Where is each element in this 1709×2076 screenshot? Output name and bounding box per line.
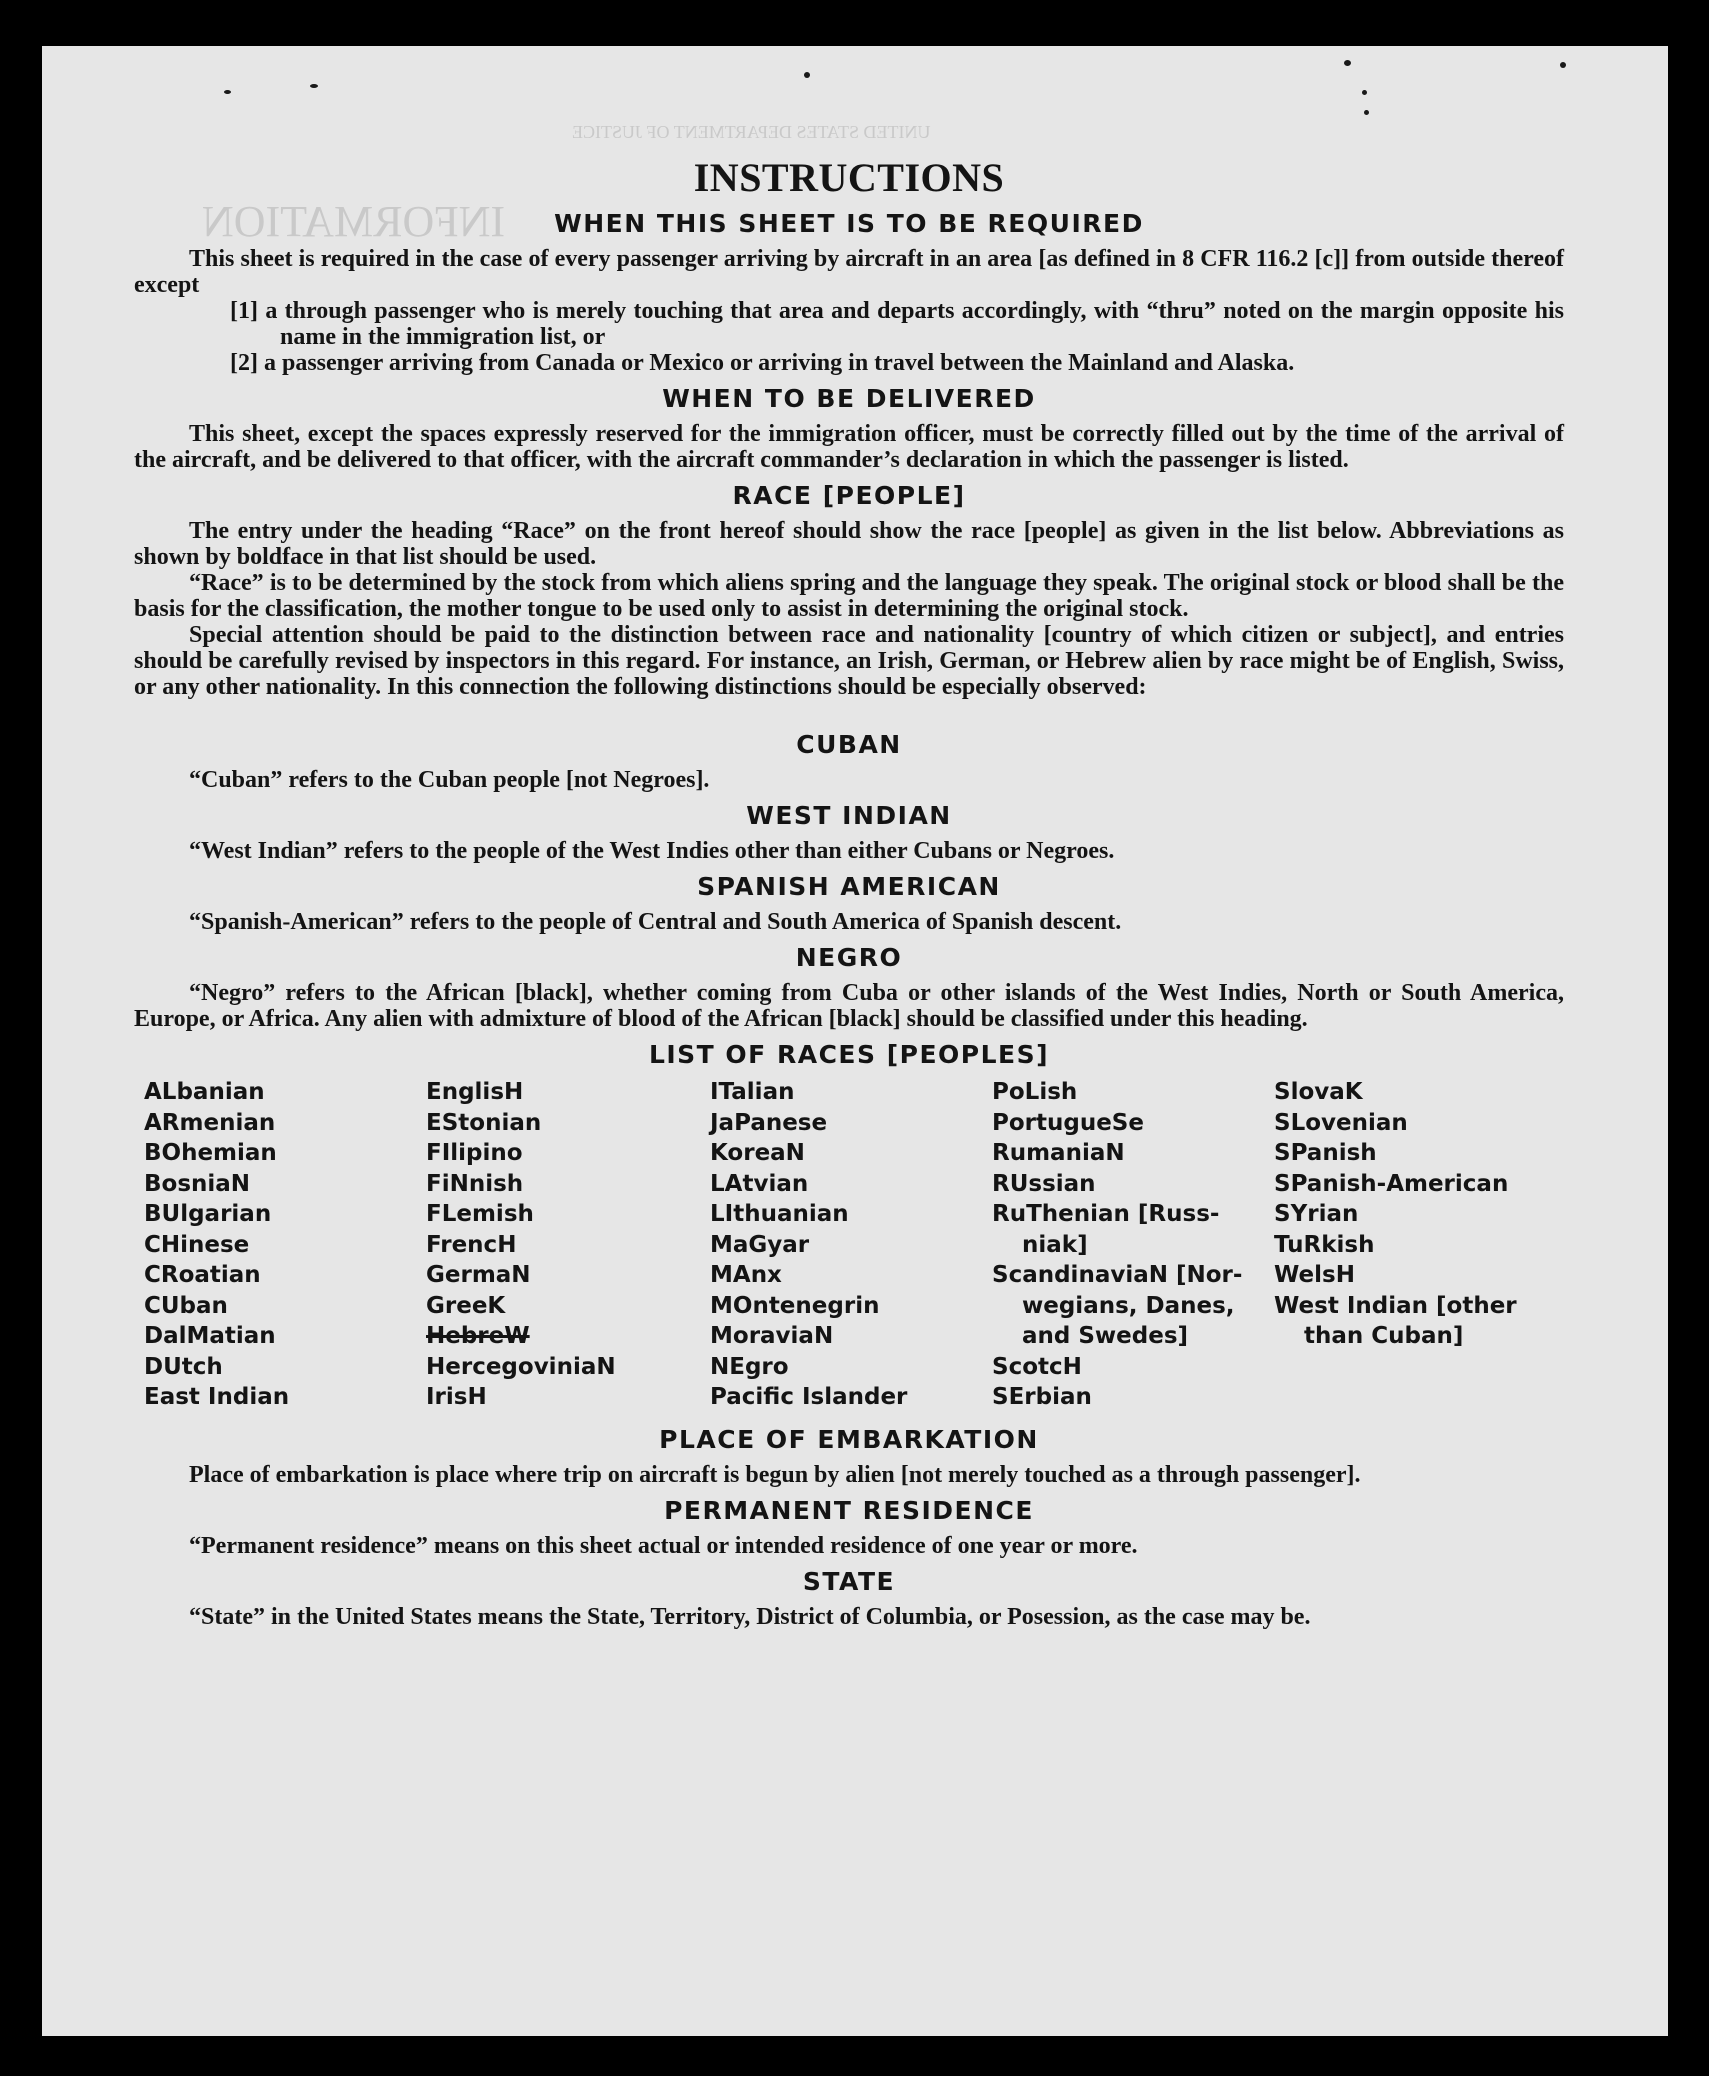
race-item: BUlgarian [144,1201,272,1227]
race-item: RuThenian [Russ- [992,1201,1220,1227]
west-indian-text: “West Indian” refers to the people of the West Indies other than either Cubans or Negroes. [189,838,1115,864]
race-column-3 [710,1077,992,1413]
race-item: CUban [144,1292,228,1319]
race-paragraph-3: Special attention should be paid to the distinction between race and nationality [country of which citizen or subject], and entries should be carefully revised by inspectors in this regard. For instance, an Irish, German, or Hebrew alien by race might be of English, Swiss, or any other nationality. In this connection the following distinctions should be especially observed: [134,622,1564,700]
race-list [144,1077,1564,1413]
race-item: SErbian [992,1384,1092,1410]
speck [1362,90,1367,95]
race-item: FrencH [426,1231,517,1258]
race-item: WelsH [1274,1262,1355,1288]
race-item: PortugueSe [992,1109,1144,1136]
race-item-continuation: niak] [1022,1231,1088,1258]
speck [1560,62,1566,68]
race-item: FiNnish [426,1170,524,1197]
instructions-content [134,112,1564,1630]
spacer [134,700,1564,722]
heading-embarkation: PLACE OF EMBARKATION [659,1424,1039,1454]
heading-list-of-races: LIST OF RACES [PEOPLES] [648,1040,1050,1069]
race-item: MoraviaN [710,1323,834,1349]
race-item: LAtvian [710,1170,809,1197]
heading-state: STATE [802,1566,896,1596]
race-item: SlovaK [1274,1079,1363,1105]
heading-cuban: CUBAN [796,730,902,759]
race-item: HercegoviniaN [426,1353,616,1380]
race-column-4 [992,1077,1274,1413]
embarkation-text: Place of embarkation is place where trip on aircraft is begun by alien [not merely touched as a through passenger]. [189,1461,1361,1488]
race-item-continuation: and Swedes] [1022,1323,1189,1349]
race-item: FLemish [426,1201,534,1227]
heading-when-required: WHEN THIS SHEET IS TO BE REQUIRED [554,209,1144,238]
heading-negro: NEGRO [795,943,903,972]
spanish-american-text: “Spanish-American” refers to the people of Central and South America of Spanish descent. [189,909,1122,935]
race-item: JaPanese [710,1109,828,1136]
race-item: ScotcH [992,1353,1082,1380]
race-column-2 [426,1077,710,1413]
speck [224,90,231,94]
race-item: CHinese [144,1231,250,1258]
race-paragraph-1: The entry under the heading “Race” on the front hereof should show the race [people] as given in the list below. Abbreviations as shown by boldface in that list should be used. [134,518,1564,570]
heading-west-indian: WEST INDIAN [746,801,952,830]
race-item: CRoatian [144,1262,261,1288]
race-item: RUssian [992,1170,1096,1197]
race-item: PoLish [992,1079,1078,1105]
race-item: TuRkish [1274,1231,1375,1258]
speck [1344,60,1351,66]
race-item: ALbanian [144,1079,265,1105]
speck [804,72,810,78]
race-item: ScandinaviaN [Nor- [992,1262,1243,1288]
race-column-5 [1274,1077,1574,1413]
heading-race: RACE [PEOPLE] [732,481,966,510]
race-item: KoreaN [710,1140,805,1166]
race-paragraph-2: “Race” is to be determined by the stock from which aliens spring and the language they speak. The original stock or blood shall be the basis for the classification, the mother tongue to be used only to assist in determining the original stock. [134,570,1564,622]
race-item: DUtch [144,1353,223,1380]
negro-text: “Negro” refers to the African [black], whether coming from Cuba or other islands of the West Indies, North or South America, Europe, or Africa. Any alien with admixture of blood of the African [black] should be classified under this heading. [134,980,1564,1032]
when-required-intro: This sheet is required in the case of every passenger arriving by aircraft in an area [as defined in 8 CFR 116.2 [c]] from outside thereof except [134,246,1564,298]
race-item-struck-out: HebreW [426,1323,530,1349]
heading-when-delivered: WHEN TO BE DELIVERED [662,384,1036,413]
show-through-title: INFORMATION [202,197,506,246]
race-item: FIlipino [426,1140,523,1166]
when-required-item-1: [1] a through passenger who is merely touching that area and departs accordingly, with “thru” noted on the margin opposite his name in the immigration list, or [230,298,1564,350]
cuban-text: “Cuban” refers to the Cuban people [not Negroes]. [189,767,710,793]
race-item: LIthuanian [710,1201,849,1227]
race-item-continuation: wegians, Danes, [1022,1292,1235,1319]
race-item: EnglisH [426,1079,524,1105]
race-item-continuation: than Cuban] [1304,1323,1464,1349]
race-item: MAnx [710,1262,782,1288]
race-item: NEgro [710,1353,789,1380]
race-item: SPanish [1274,1140,1377,1166]
race-item: GermaN [426,1262,531,1288]
race-item: EStonian [426,1109,542,1136]
race-item: SPanish-American [1274,1170,1509,1197]
race-item: GreeK [426,1292,506,1319]
document-title: INSTRUCTIONS [693,155,1005,200]
race-item: SYrian [1274,1201,1359,1227]
race-item: East Indian [144,1384,290,1410]
race-item: Pacific Islander [710,1384,908,1410]
heading-spanish-american: SPANISH AMERICAN [697,872,1001,901]
heading-permanent-residence: PERMANENT RESIDENCE [664,1495,1034,1525]
race-item: MaGyar [710,1231,810,1258]
race-item: SLovenian [1274,1109,1408,1136]
race-item: RumaniaN [992,1140,1125,1166]
show-through-header: UNITED STATES DEPARTMENT OF JUSTICE [572,122,931,142]
race-column-1 [144,1077,426,1413]
speck [310,84,318,88]
race-item: ARmenian [144,1109,276,1136]
when-delivered-text: This sheet, except the spaces expressly reserved for the immigration officer, must be correctly filled out by the time of the arrival of the aircraft, and be delivered to that officer, with the aircraft commander’s declaration in which the passenger is listed. [134,421,1564,473]
state-text: “State” in the United States means the State, Territory, District of Columbia, or Posession, as the case may be. [189,1603,1311,1630]
race-item: BOhemian [144,1140,277,1166]
race-item: MOntenegrin [710,1292,880,1319]
race-item: IrisH [426,1384,487,1410]
permanent-residence-text: “Permanent residence” means on this sheet actual or intended residence of one year or more. [189,1532,1138,1559]
race-item: BosniaN [144,1170,251,1197]
race-item: ITalian [710,1079,795,1105]
race-item: DalMatian [144,1323,276,1349]
when-required-item-2: [2] a passenger arriving from Canada or Mexico or arriving in travel between the Mainland and Alaska. [230,350,1295,376]
race-item: West Indian [other [1274,1292,1517,1319]
